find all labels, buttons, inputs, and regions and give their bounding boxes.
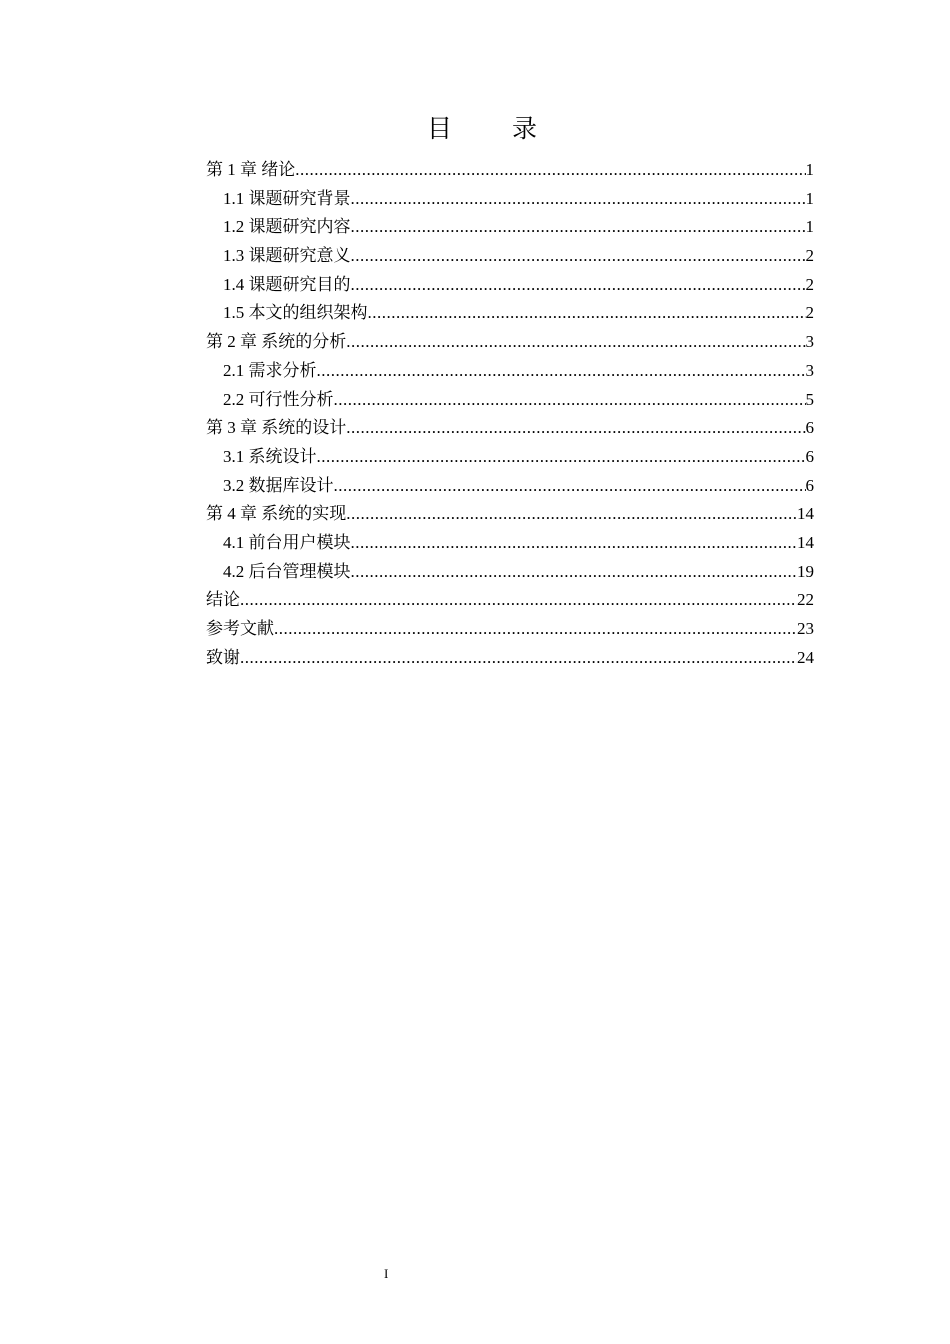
toc-entry-label: 参考文献 <box>206 619 274 638</box>
toc-entry-chapter-2[interactable] <box>206 328 814 357</box>
toc-entry-page: 1 <box>805 217 814 237</box>
toc-entry-3-1[interactable] <box>206 443 814 472</box>
toc-entry-chapter-1[interactable] <box>206 156 814 185</box>
toc-entry-label: 4.2 后台管理模块 <box>223 561 351 581</box>
table-of-contents <box>206 156 814 672</box>
toc-entry-page: 2 <box>805 303 814 323</box>
toc-entry-label: 第 1 章 绪论 <box>206 160 296 179</box>
toc-entry-2-1[interactable] <box>206 357 814 386</box>
dot-leader <box>334 386 806 415</box>
dot-leader <box>317 443 806 472</box>
toc-entry-4-1[interactable] <box>206 529 814 558</box>
dot-leader <box>295 156 805 185</box>
toc-entry-chapter-3[interactable] <box>206 414 814 443</box>
dot-leader <box>346 328 805 357</box>
toc-entry-page: 3 <box>805 332 814 352</box>
toc-entry-page: 6 <box>805 475 814 495</box>
toc-entry-label: 第 4 章 系统的实现 <box>206 504 347 524</box>
dot-leader <box>368 299 806 328</box>
toc-entry-references[interactable] <box>206 615 814 644</box>
dot-leader <box>346 414 805 443</box>
toc-entry-page: 19 <box>797 561 814 581</box>
dot-leader <box>317 357 806 386</box>
toc-entry-page: 2 <box>805 274 814 294</box>
dot-leader <box>351 213 806 242</box>
dot-leader <box>240 644 797 673</box>
toc-entry-conclusion[interactable] <box>206 586 814 615</box>
toc-entry-2-2[interactable] <box>206 386 814 415</box>
toc-entry-page: 1 <box>805 188 814 208</box>
dot-leader <box>351 185 806 214</box>
toc-entry-1-3[interactable] <box>206 242 814 271</box>
toc-entry-label: 1.1 课题研究背景 <box>223 188 351 208</box>
toc-entry-label: 第 2 章 系统的分析 <box>206 332 347 352</box>
toc-entry-1-2[interactable] <box>206 213 814 242</box>
toc-entry-label: 1.2 课题研究内容 <box>223 217 351 237</box>
dot-leader <box>351 558 798 587</box>
toc-entry-1-5[interactable] <box>206 299 814 328</box>
toc-entry-label: 致谢 <box>206 647 240 667</box>
dot-leader <box>346 500 797 529</box>
toc-entry-label: 3.1 系统设计 <box>223 446 317 466</box>
toc-entry-page: 14 <box>797 532 814 552</box>
toc-entry-3-2[interactable] <box>206 472 814 501</box>
toc-entry-label: 第 3 章 系统的设计 <box>206 418 347 438</box>
dot-leader <box>334 472 806 501</box>
toc-entry-page: 5 <box>805 389 814 409</box>
toc-entry-page: 1 <box>805 160 814 179</box>
dot-leader <box>351 242 806 271</box>
toc-entry-1-4[interactable] <box>206 271 814 300</box>
dot-leader <box>351 529 798 558</box>
toc-entry-label: 1.5 本文的组织架构 <box>223 303 368 323</box>
dot-leader <box>351 271 806 300</box>
toc-entry-label: 1.4 课题研究目的 <box>223 274 351 294</box>
toc-entry-chapter-4[interactable] <box>206 500 814 529</box>
toc-entry-label: 结论 <box>206 590 240 610</box>
toc-entry-page: 3 <box>805 360 814 380</box>
toc-entry-page: 14 <box>797 504 814 524</box>
dot-leader <box>240 586 797 615</box>
toc-entry-acknowledgements[interactable] <box>206 644 814 673</box>
toc-entry-1-1[interactable] <box>206 185 814 214</box>
toc-entry-label: 3.2 数据库设计 <box>223 475 334 495</box>
toc-entry-4-2[interactable] <box>206 558 814 587</box>
page-number: I <box>384 1266 389 1281</box>
toc-entry-label: 2.2 可行性分析 <box>223 389 334 409</box>
toc-title: 目 录 <box>427 114 563 143</box>
toc-entry-label: 2.1 需求分析 <box>223 360 317 380</box>
toc-entry-page: 23 <box>797 619 814 638</box>
toc-entry-page: 6 <box>805 418 814 438</box>
toc-entry-label: 4.1 前台用户模块 <box>223 532 351 552</box>
toc-entry-page: 6 <box>805 446 814 466</box>
toc-entry-page: 2 <box>805 246 814 266</box>
toc-entry-label: 1.3 课题研究意义 <box>223 246 351 266</box>
dot-leader <box>274 615 797 644</box>
toc-entry-page: 22 <box>797 590 814 610</box>
toc-entry-page: 24 <box>797 647 814 667</box>
